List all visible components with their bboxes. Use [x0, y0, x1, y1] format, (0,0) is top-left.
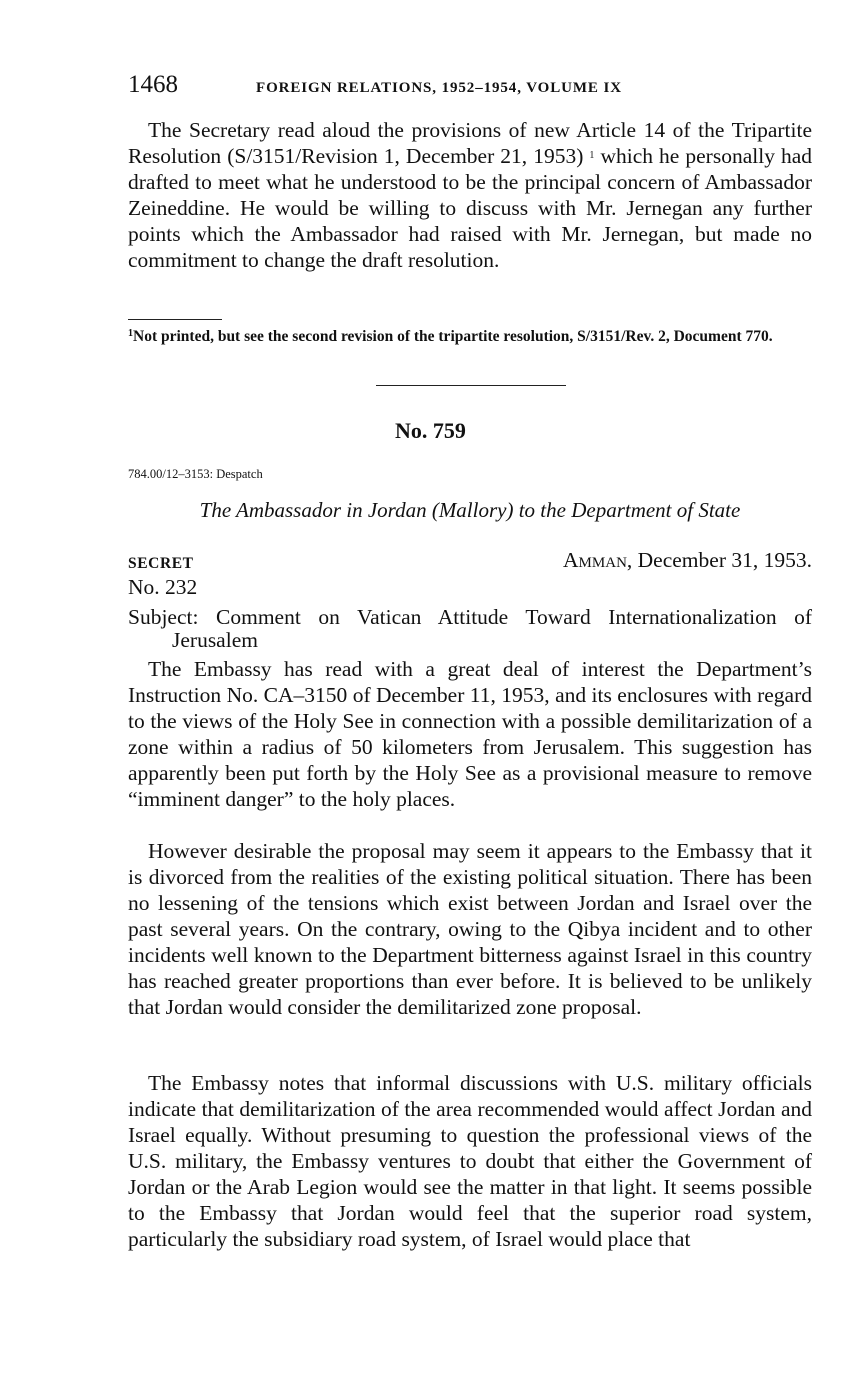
document-number: No. 759 — [395, 418, 466, 443]
file-reference: 784.00/12–3153: Despatch — [128, 467, 263, 481]
subject-text: Comment on Vatican Attitude Toward Internationalization of Jerusalem — [172, 605, 813, 652]
continued-paragraph-text: The Secretary read aloud the provisions of new Article 14 of the Tripartite Resolution (S/3151/Revision 1, December 21, 1953) — [128, 118, 812, 168]
footnote-reference: 1 — [589, 150, 595, 161]
footnote — [128, 326, 812, 348]
subject-label: Subject: — [128, 605, 199, 629]
place-and-date — [563, 547, 812, 573]
date-text: , December 31, 1953. — [626, 548, 812, 572]
footnote-divider — [128, 319, 222, 320]
footnote-text: Not printed, but see the second revision of the tripartite resolution, S/3151/Rev. 2, Document 770. — [133, 328, 773, 345]
page-header — [128, 70, 818, 104]
subject-line — [128, 606, 812, 652]
classification-label: SECRET — [128, 555, 194, 572]
body-paragraph: The Embassy has read with a great deal of interest the Department’s Instruction No. CA–3150 of December 11, 1953, and its enclosures with regard to the views of the Holy See in connection with a possible demilitarization of a zone within a radius of 50 kilometers from Jerusalem. This suggestion has apparently been put forth by the Holy See as a provisional measure to remove “imminent danger” to the holy places. — [128, 657, 812, 811]
running-head: FOREIGN RELATIONS, 1952–1954, VOLUME IX — [256, 80, 622, 96]
place-name: Amman — [563, 548, 627, 572]
continued-paragraph-tail: which he personally had drafted to meet what he understood to be the principal concern of Ambassador Zeineddine. He would be willing to discuss with Mr. Jernegan any further points which the Ambassador had raised with Mr. Jernegan, but made no commitment to change the draft resolution. — [128, 144, 813, 272]
despatch-number: No. 232 — [128, 575, 198, 599]
document-title: The Ambassador in Jordan (Mallory) to the Department of State — [199, 498, 741, 522]
continued-paragraph — [128, 117, 812, 273]
page-number: 1468 — [128, 71, 178, 98]
body-paragraph: However desirable the proposal may seem it appears to the Embassy that it is divorced from the realities of the existing political situation. There has been no lessening of the tensions which exist between Jordan and Israel over the past several years. On the contrary, owing to the Qibya incident and to other incidents well known to the Department bitterness against Israel in this country has reached greater proportions than ever before. It is believed to be unlikely that Jordan would consider the demilitarized zone proposal. — [128, 839, 812, 1019]
footnote-marker: 1 — [128, 328, 133, 339]
section-divider — [376, 385, 566, 386]
body-paragraph: The Embassy notes that informal discussions with U.S. military officials indicate that demilitarization of the area recommended would affect Jordan and Israel equally. Without presuming to question the professional views of the U.S. military, the Embassy ventures to doubt that either the Government of Jordan or the Arab Legion would see the matter in that light. It seems possible to the Embassy that Jordan would feel that the superior road system, particularly the subsidiary road system, of Israel would place that — [128, 1071, 812, 1251]
